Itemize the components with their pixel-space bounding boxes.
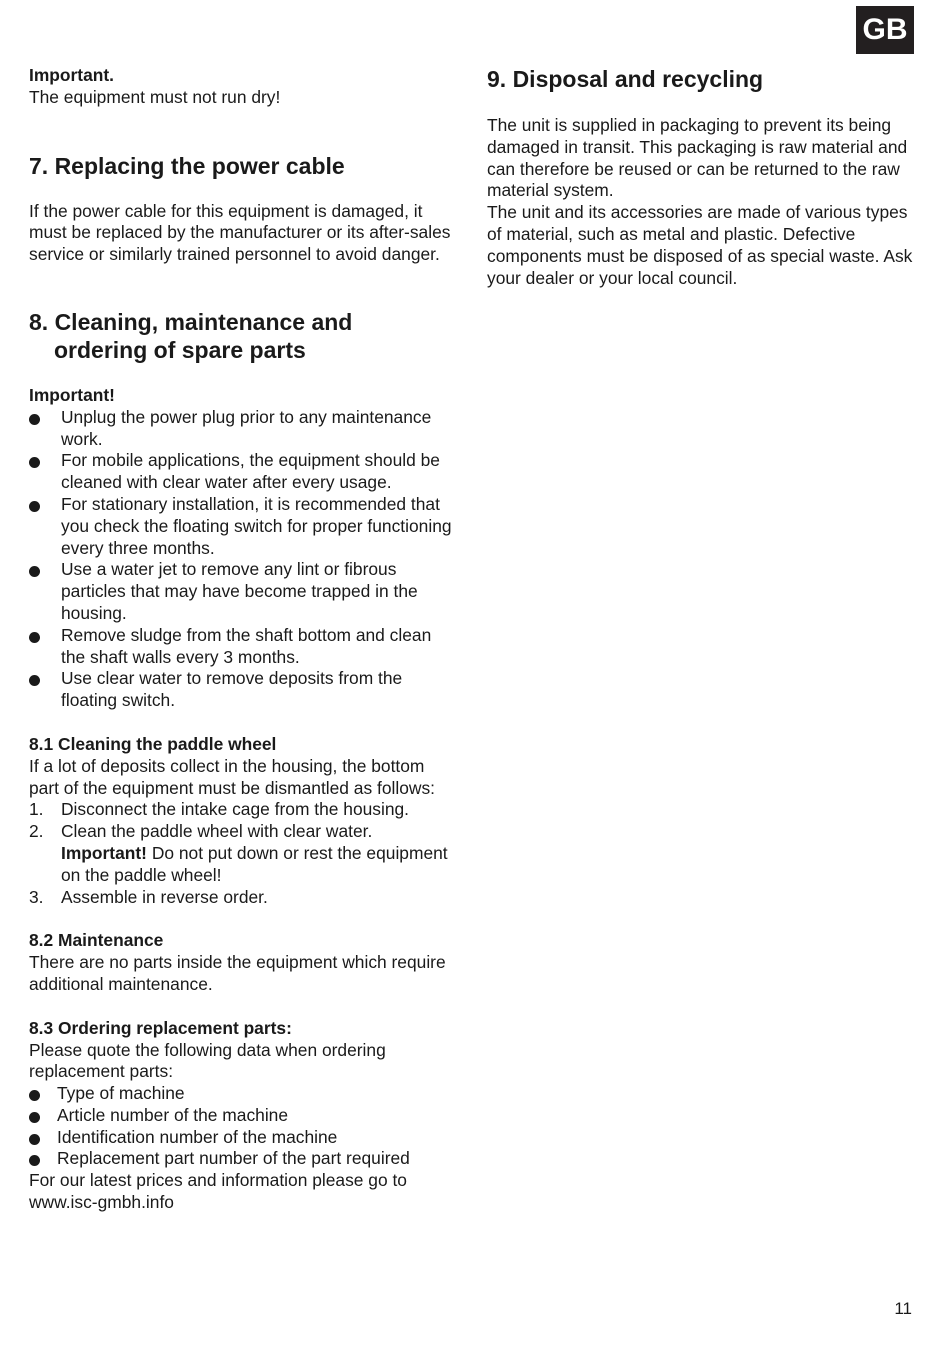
step-number: 2.	[29, 821, 44, 842]
step-text: Disconnect the intake cage from the housing.	[61, 799, 410, 820]
section-8-important: Important!	[29, 384, 115, 405]
section-9-heading: 9. Disposal and recycling	[487, 66, 764, 92]
section-8-1-heading: 8.1 Cleaning the paddle wheel	[29, 733, 277, 754]
language-badge: GB	[856, 6, 914, 54]
list-item-text: Remove sludge from the shaft bottom and clean the shaft walls every 3 months.	[61, 624, 432, 667]
bullet-dot-icon	[29, 1134, 40, 1145]
list-item	[29, 1127, 459, 1149]
step-number: 1.	[29, 799, 44, 820]
section-7-text: If the power cable for this equipment is damaged, it must be replaced by the manufacturer or its after-sales service or similarly trained personnel to avoid danger.	[29, 200, 451, 265]
left-column	[29, 65, 459, 1214]
bullet-dot-icon	[29, 1090, 40, 1101]
list-item-text: For stationary installation, it is recommended that you check the floating switch for proper functioning every three months.	[61, 493, 452, 558]
section-9-paragraph-1: The unit is supplied in packaging to prevent its being damaged in transit. This packaging is raw material and can therefore be reused or can be returned to the raw material system.	[487, 115, 908, 201]
section-8-3-intro: Please quote the following data when ordering replacement parts:	[29, 1039, 386, 1082]
list-item	[29, 668, 459, 712]
list-item	[29, 559, 459, 624]
section-8-heading-line1: 8. Cleaning, maintenance and	[29, 308, 353, 335]
list-item-text: Use clear water to remove deposits from the floating switch.	[61, 668, 403, 711]
bullet-dot-icon	[29, 1112, 40, 1123]
section-8-1-intro: If a lot of deposits collect in the housing, the bottom part of the equipment must be dismantled as follows:	[29, 755, 435, 798]
list-item-text: Unplug the power plug prior to any maintenance work.	[61, 406, 432, 449]
list-item-text: Use a water jet to remove any lint or fibrous particles that may have become trapped in the housing.	[61, 559, 418, 623]
list-item	[29, 821, 459, 886]
important-title: Important.	[29, 65, 115, 85]
bullet-dot-icon	[29, 414, 40, 425]
section-8-3-footer: For our latest prices and information please go to www.isc-gmbh.info	[29, 1170, 407, 1213]
step-important-note: Do not put down or rest the equipment on the paddle wheel!	[61, 842, 448, 885]
section-8-3-heading: 8.3 Ordering replacement parts:	[29, 1017, 292, 1038]
list-item-text: For mobile applications, the equipment should be cleaned with clear water after every usage.	[61, 450, 440, 493]
step-text: Clean the paddle wheel with clear water.	[61, 821, 373, 842]
bullet-dot-icon	[29, 501, 40, 512]
paddle-wheel-steps	[29, 799, 459, 908]
ordering-data-list	[29, 1083, 459, 1170]
section-8-heading-line2: ordering of spare parts	[54, 336, 306, 363]
step-number: 3.	[29, 886, 44, 907]
bullet-dot-icon	[29, 566, 40, 577]
page-number: 11	[894, 1299, 912, 1318]
list-item	[29, 1083, 459, 1105]
list-item-text: Type of machine	[57, 1083, 185, 1104]
section-7-heading: 7. Replacing the power cable	[29, 152, 345, 179]
list-item	[29, 450, 459, 494]
list-item	[29, 494, 459, 559]
list-item-text: Identification number of the machine	[57, 1126, 338, 1147]
step-important-label: Important!	[61, 842, 147, 863]
list-item	[29, 625, 459, 669]
list-item	[29, 887, 459, 909]
section-8-2-text: There are no parts inside the equipment which require additional maintenance.	[29, 952, 446, 994]
list-item	[29, 407, 459, 451]
section-8-2-heading: 8.2 Maintenance	[29, 930, 164, 951]
bullet-dot-icon	[29, 632, 40, 643]
step-text: Assemble in reverse order.	[61, 886, 268, 907]
list-item	[29, 1148, 459, 1170]
list-item	[29, 1105, 459, 1127]
bullet-dot-icon	[29, 457, 40, 468]
bullet-dot-icon	[29, 1155, 40, 1166]
bullet-dot-icon	[29, 675, 40, 686]
list-item-text: Replacement part number of the part required	[57, 1148, 410, 1169]
right-column	[487, 65, 917, 289]
maintenance-bullet-list	[29, 407, 459, 712]
list-item-text: Article number of the machine	[57, 1104, 289, 1125]
important-text: The equipment must not run dry!	[29, 86, 281, 107]
list-item	[29, 799, 459, 821]
section-9-paragraph-2: The unit and its accessories are made of various types of material, such as metal and plastic. Defective components must be disposed of as special waste. Ask your dealer or your local council.	[487, 202, 913, 288]
